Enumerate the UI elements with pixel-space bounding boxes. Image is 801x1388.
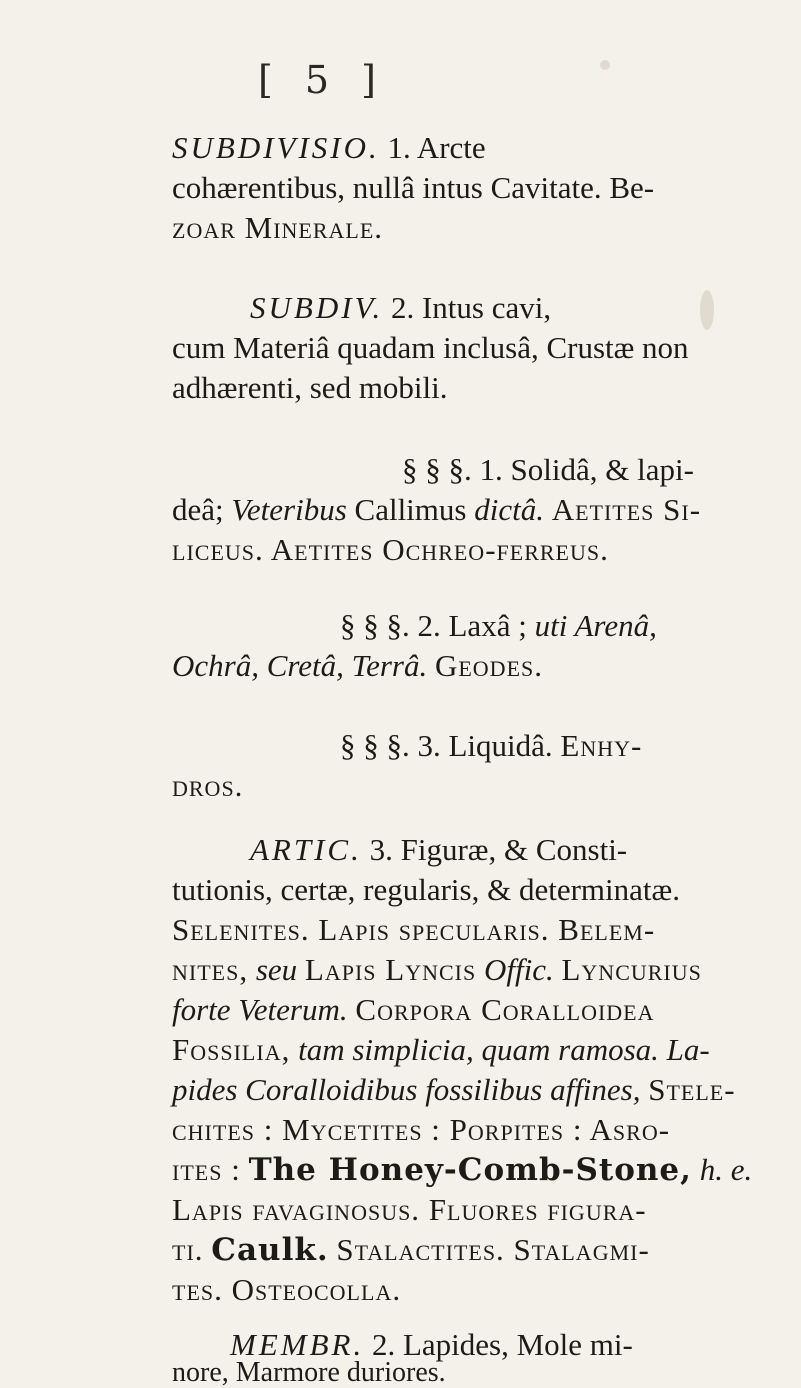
section-3-line-1	[340, 726, 642, 766]
italic-segment: h. e.	[699, 1152, 753, 1187]
artic-line-12: tes. Osteocolla.	[172, 1272, 402, 1307]
heading-artic: ARTIC.	[250, 832, 362, 867]
subdiv-2-text: 2. Intus cavi,	[390, 290, 552, 325]
text-segment: 3. Figuræ, & Consti-	[369, 832, 628, 867]
section-3-line-2: dros.	[172, 768, 244, 803]
artic-line-6	[172, 1030, 710, 1070]
italic-segment: Offic.	[483, 952, 554, 987]
artic-line-8: chites : Mycetites : Porpites : Asro-	[172, 1112, 671, 1147]
text-segment: Laxâ ;	[448, 608, 527, 643]
artic-line-10: Lapis favaginosus. Fluores figura-	[172, 1192, 647, 1227]
italic-segment: pides Coralloidibus fossilibus affines,	[172, 1072, 641, 1107]
smallcaps-segment: Enhy-	[560, 728, 643, 763]
text-segment: deâ;	[172, 492, 224, 527]
paper-stain	[600, 60, 610, 70]
smallcaps-segment: ites :	[172, 1152, 241, 1187]
section-1-line-2	[172, 490, 701, 530]
italic-segment: Veteribus	[231, 492, 347, 527]
smallcaps-segment: Aetites Si-	[551, 492, 702, 527]
italic-segment: tam simplicia, quam ramosa. La-	[298, 1032, 710, 1067]
section-1-line-1	[402, 450, 694, 490]
artic-line-4	[172, 950, 702, 990]
italic-segment: uti Arenâ,	[534, 608, 657, 643]
section-1-line-3: liceus. Aetites Ochreo-ferreus.	[172, 532, 609, 567]
text-segment: Liquidâ.	[448, 728, 553, 763]
membr-line-2: nore, Marmore duriores.	[172, 1357, 446, 1388]
smallcaps-segment: nites,	[172, 952, 249, 987]
subdivisio-1-line-2: cohærentibus, nullâ intus Cavitate. Be-	[172, 170, 655, 205]
blackletter-segment: The Honey-Comb-Stone,	[248, 1152, 692, 1188]
smallcaps-segment: Stalactites. Stalagmi-	[336, 1232, 650, 1267]
smallcaps-segment: Fossilia,	[172, 1032, 291, 1067]
text-segment: 2. Lapides, Mole mi-	[371, 1327, 633, 1362]
subdiv-2-line-3: adhærenti, sed mobili.	[172, 370, 448, 405]
artic-line-9	[172, 1150, 752, 1190]
heading-membr: MEMBR.	[230, 1327, 365, 1362]
artic-line-3: Selenites. Lapis specularis. Belem-	[172, 912, 656, 947]
italic-segment: dictâ.	[474, 492, 544, 527]
heading-subdivisio: SUBDIVISIO.	[172, 130, 380, 165]
subdivisio-1-text: 1. Arcte	[387, 130, 486, 165]
section-symbol: § § §. 3.	[340, 728, 441, 763]
smallcaps-segment: Geodes.	[434, 648, 543, 683]
page-number: [ 5 ]	[258, 58, 386, 102]
subdivisio-1-line-3: zoar Minerale.	[172, 210, 384, 245]
blackletter-segment: Caulk.	[211, 1232, 329, 1268]
subdiv-2-line-2: cum Materiâ quadam inclusâ, Crustæ non	[172, 330, 689, 365]
italic-segment: forte Veterum.	[172, 992, 348, 1027]
section-2-line-1	[340, 606, 657, 646]
italic-segment: Ochrâ, Cretâ, Terrâ.	[172, 648, 428, 683]
text-segment: Callimus	[354, 492, 467, 527]
subdivisio-1-line-1	[172, 128, 486, 168]
smallcaps-segment: Lapis Lyncis	[304, 952, 477, 987]
subdiv-2-line-1	[250, 288, 551, 328]
section-1-text: Solidâ, & lapi-	[510, 452, 694, 487]
italic-segment: seu	[255, 952, 298, 987]
heading-subdiv: SUBDIV.	[250, 290, 384, 325]
artic-line-7	[172, 1070, 736, 1110]
section-symbol: § § §. 1.	[402, 452, 503, 487]
smallcaps-segment: Lyncurius	[561, 952, 702, 987]
artic-line-2: tutionis, certæ, regularis, & determinatæ.	[172, 872, 680, 907]
paper-stain	[700, 290, 714, 330]
smallcaps-segment: Corpora Coralloidea	[355, 992, 655, 1027]
artic-line-5	[172, 990, 655, 1030]
section-2-line-2	[172, 646, 543, 686]
smallcaps-segment: Stele-	[648, 1072, 736, 1107]
artic-line-1	[250, 830, 627, 870]
section-symbol: § § §. 2.	[340, 608, 441, 643]
smallcaps-segment: ti.	[172, 1232, 204, 1267]
artic-line-11	[172, 1230, 650, 1270]
